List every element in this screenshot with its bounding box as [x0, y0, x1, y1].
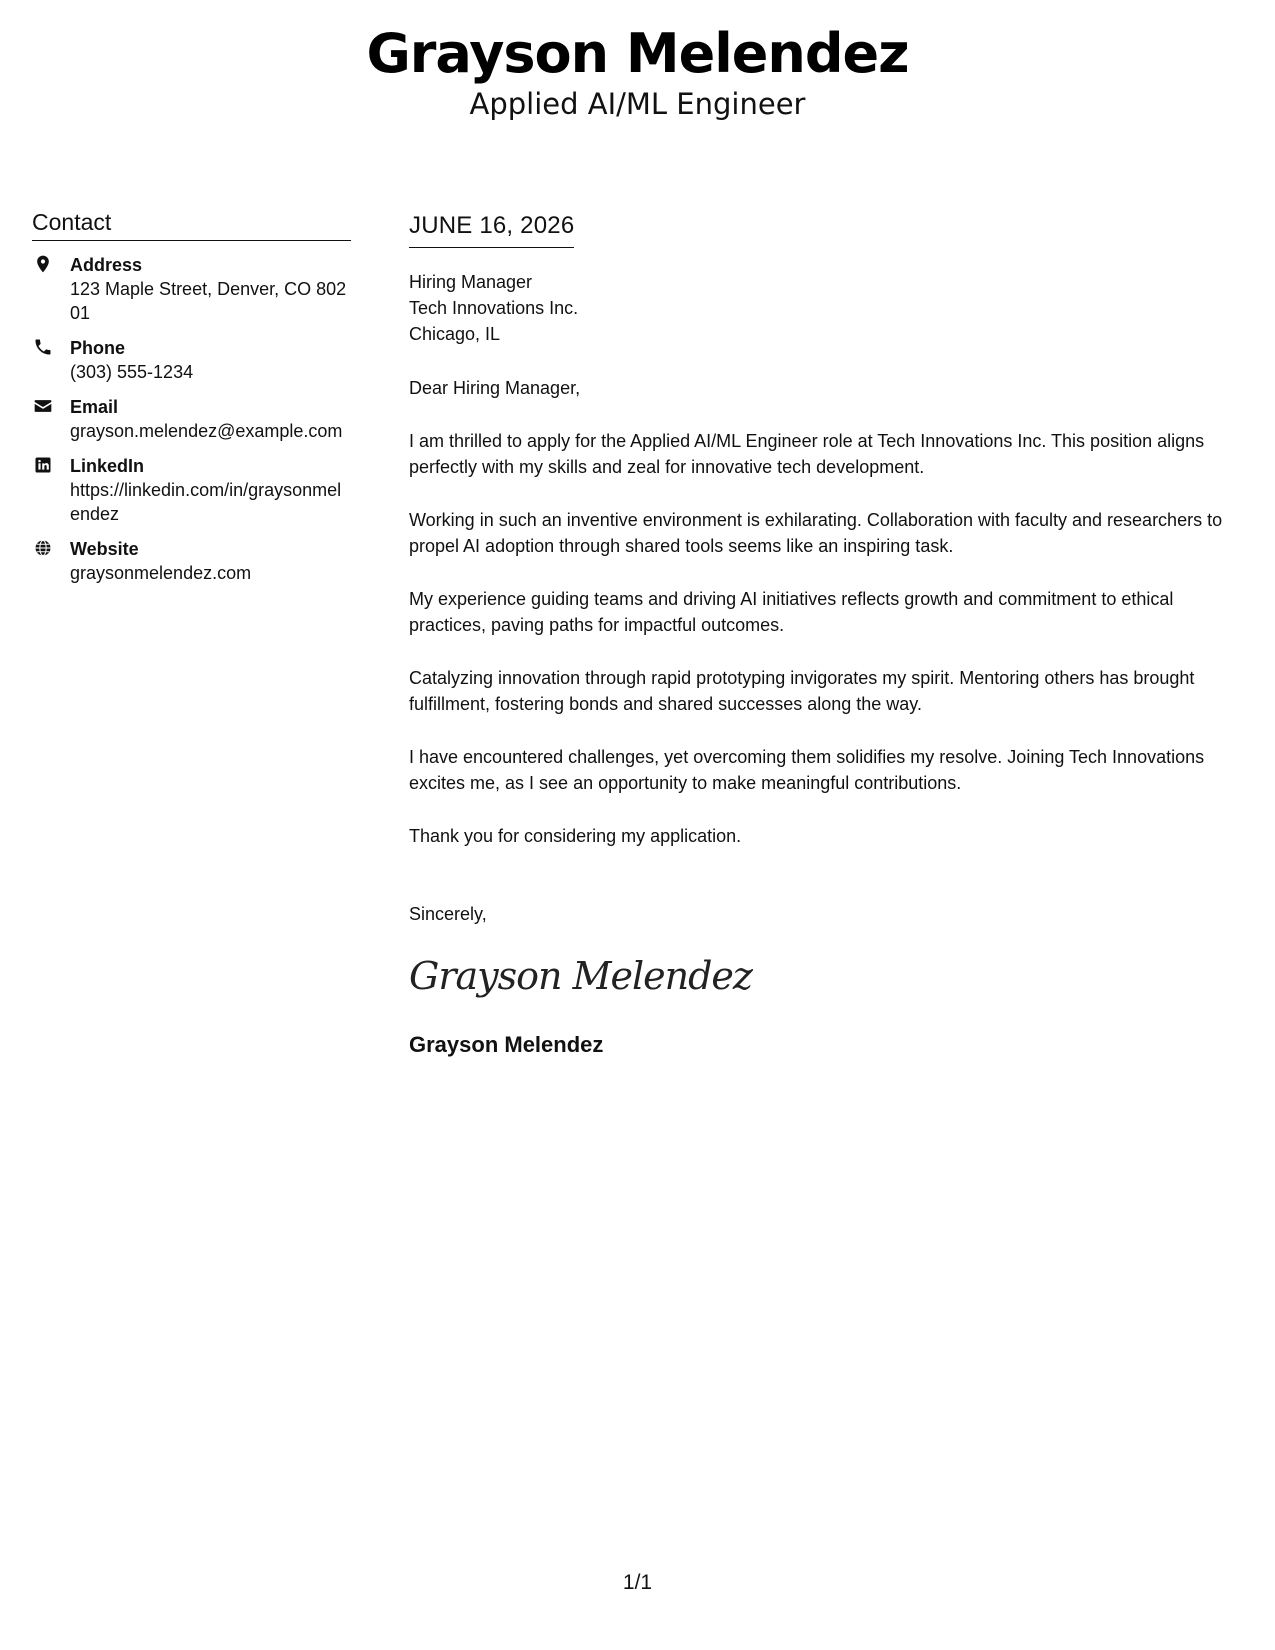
- contact-label-website: Website: [70, 539, 139, 559]
- recipient-line: Tech Innovations Inc.: [409, 298, 579, 318]
- contact-value-linkedin[interactable]: https://linkedin.com/in/graysonmelendez: [70, 480, 342, 524]
- contact-value-address: 123 Maple Street, Denver, CO 80201: [70, 279, 347, 323]
- contact-item-address: [32, 253, 351, 325]
- contact-sidebar: [32, 207, 351, 596]
- letter-paragraph: My experience guiding teams and driving AI initiatives reflects growth and commitment to ethical practices, paving paths for impactful outcomes.: [409, 589, 1174, 635]
- applicant-role: Applied AI/ML Engineer: [469, 87, 806, 121]
- letter-paragraph: I have encountered challenges, yet overcoming them solidifies my resolve. Joining Tech Innovations excites me, as I see an opportunity to make meaningful contributions.: [409, 747, 1205, 793]
- envelope-icon: [32, 395, 54, 417]
- contact-value-website[interactable]: graysonmelendez.com: [70, 563, 252, 583]
- contact-item-email: [32, 395, 351, 443]
- salutation: Dear Hiring Manager,: [409, 378, 581, 398]
- contact-item-website: [32, 537, 351, 585]
- letter-paragraph: Working in such an inventive environment is exhilarating. Collaboration with faculty and researchers to propel AI adoption through shared tools seems like an inspiring task.: [409, 510, 1223, 556]
- contact-value-phone: (303) 555-1234: [70, 362, 194, 382]
- applicant-name: Grayson Melendez: [366, 22, 909, 85]
- recipient-line: Hiring Manager: [409, 272, 533, 292]
- handwritten-signature: Grayson Melendez: [409, 954, 752, 998]
- resume-header: [0, 22, 1275, 122]
- letter-body: [409, 211, 1249, 1059]
- contact-label-phone: Phone: [70, 338, 126, 358]
- globe-icon: [32, 537, 54, 559]
- sign-off: Sincerely,: [409, 904, 487, 924]
- contact-label-email: Email: [70, 397, 119, 417]
- contact-item-linkedin: [32, 454, 351, 526]
- letter-paragraph: Catalyzing innovation through rapid prototyping invigorates my spirit. Mentoring others has brought fulfillment, fostering bonds and shared successes along the way.: [409, 668, 1195, 714]
- letter-date: JUNE 16, 2026: [409, 211, 574, 248]
- linkedin-icon: [32, 454, 54, 476]
- contact-list: [32, 253, 351, 585]
- contact-label-address: Address: [70, 255, 143, 275]
- recipient-line: Chicago, IL: [409, 324, 501, 344]
- phone-icon: [32, 336, 54, 358]
- contact-value-email[interactable]: grayson.melendez@example.com: [70, 421, 343, 441]
- contact-item-phone: [32, 336, 351, 384]
- contact-label-linkedin: LinkedIn: [70, 456, 145, 476]
- recipient-block: [409, 269, 1249, 347]
- contact-heading: Contact: [32, 207, 351, 241]
- closing-line: Thank you for considering my application.: [409, 826, 742, 846]
- location-pin-icon: [32, 253, 54, 275]
- signer-name: Grayson Melendez: [409, 1032, 604, 1057]
- letter-paragraph: I am thrilled to apply for the Applied AI/ML Engineer role at Tech Innovations Inc. This position aligns perfectly with my skills and zeal for innovative tech development.: [409, 431, 1205, 477]
- page-number: 1/1: [622, 1571, 653, 1594]
